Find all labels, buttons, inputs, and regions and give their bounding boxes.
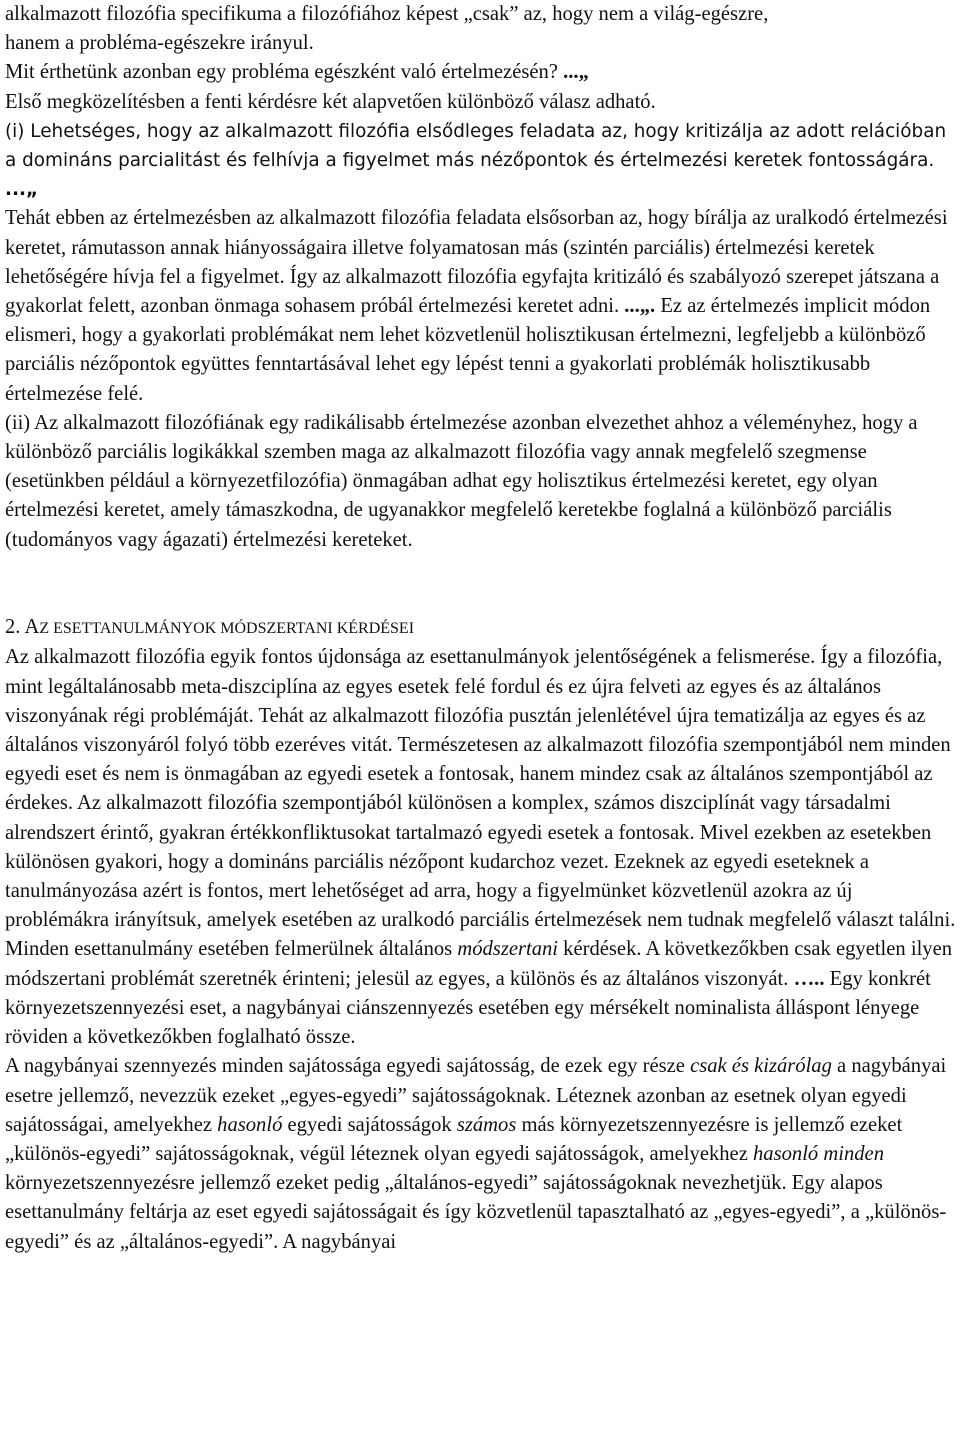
emphasis-term: módszertani bbox=[457, 938, 559, 961]
interpretation-text-1: Tehát ebben az értelmezésben az alkalmazott filozófia feladata elsősorban az, hogy bírálja az uralkodó értelmezési keretet, rámutasson annak hiányosságaira illetve folyamatosan más (szintén parciális) értelmezési keretek lehetőségére hívja fel a figyelmet. Így az alkalmazott filozófia egyfajta kritizáló és szabályozó szerepet játszana a gyakorlat felett, azonban önmaga sohasem próbál értelmezési keretet adni. bbox=[5, 207, 948, 318]
emphasis-term: számos bbox=[456, 1113, 517, 1136]
interpretation-text-2: Ez az értelmezés implicit módon elismeri, hogy a gyakorlati problémákat nem lehet közvetlenül holisztikusan értelmezni, legfeljebb a különböző parciális nézőpontok együttes fenntartásával lehet egy lépést tenni a gyakorlati problémák holisztikusabb értelmezése felé. bbox=[5, 295, 931, 405]
paragraph-case-studies: Az alkalmazott filozófia egyik fontos újdonsága az esettanulmányok jelentőségének a felismerése. Így a filozófia, mint legáltalánosabb meta-diszciplína az egyes esetek felé fordul és ez újra felveti az egyes és az általános viszonyának régi problémáját. Tehát az alkalmazott filozófia pusztán jelenlétével újra tematizálja az egyes és az általános viszonyáról folyó több ezeréves vitát. Természetesen az alkalmazott filozófia szempontjából nem minden egyedi eset és nem is önmagában az egyedi esetek a fontosak, hanem mindez csak az általános szempontjából az érdekes. Az alkalmazott filozófia szempontjából különösen a komplex, számos diszciplínát vagy társadalmi alrendszert érintő, gyakran értékkonfliktusokat tartalmazó egyedi esetek a fontosak. Mivel ezekben az esetekben különösen gyakori, hogy a domináns parciális nézőpont kudarchoz vezet. Ezeknek az egyedi eseteknek a tanulmányozása azért is fontos, mert lehetőséget ad arra, hogy a figyelmünket közvetlenül azokra az új problémákra irányítsuk, amelyek esetében az uralkodó parciális értelmezések nem tudnak megfelelő választ találni. bbox=[5, 646, 956, 932]
document-page bbox=[5, 0, 957, 1257]
nagybanya-text-3: egyedi sajátosságok bbox=[282, 1113, 457, 1136]
section-heading bbox=[5, 613, 957, 643]
section-title-initial-rest: Z bbox=[39, 620, 54, 638]
nagybanya-text-1: A nagybányai szennyezés minden sajátossága egyedi sajátosság, de ezek egy része bbox=[5, 1055, 691, 1078]
nagybanya-text-4: más környezetszennyezésre is jellemző ezeket „különös-egyedi” sajátosságoknak, végül léteznek olyan egyedi sajátosságok, amelyekhez bbox=[5, 1113, 903, 1165]
section-title-initial: A bbox=[24, 616, 40, 639]
paragraph-item-i bbox=[5, 117, 957, 205]
methodology-text-2: kérdések. A következőkben csak egyetlen ilyen módszertani problémát szeretnék érinteni; jelesül az egyes, a különös és az általános viszonyát. bbox=[5, 938, 953, 990]
item-i-text: (i) Lehetséges, hogy az alkalmazott filozófia elsődleges feladata az, hogy kritizálja az adott relációban a domináns parcialitást és felhívja a figyelmet más nézőpontok és értelmezési keretek fontosságára. bbox=[5, 120, 947, 172]
section-title-rest: ESETTANULMÁNYOK MÓDSZERTANI KÉRDÉSEI bbox=[53, 620, 415, 638]
paragraph-interpretation bbox=[5, 204, 957, 408]
paragraph-methodology bbox=[5, 935, 957, 1052]
methodology-text-3: Egy konkrét környezetszennyezési eset, a nagybányai ciánszennyezés esetében egy mérsékelt nominalista álláspont lényege röviden a következőkben foglalható össze. bbox=[5, 967, 931, 1049]
paragraph-question bbox=[5, 58, 957, 87]
omission-mark: ...„. bbox=[624, 295, 656, 318]
emphasis-term: hasonló minden bbox=[753, 1142, 884, 1165]
section-spacer bbox=[5, 555, 957, 613]
emphasis-term: hasonló bbox=[217, 1113, 283, 1136]
methodology-text-1: Minden esettanulmány esetében felmerülnek általános bbox=[5, 938, 458, 961]
question-text: Mit érthetünk azonban egy probléma egészként való értelmezésén? bbox=[5, 61, 564, 84]
nagybanya-text-5: környezetszennyezésre jellemző ezeket pedig „általános-egyedi” sajátosságoknak nevezhetjük. Egy alapos esettanulmány feltárja az eset egyedi sajátosságait és így közvetlenül tapasztalható az „egyes-egyedi”, a „különös-egyedi” és az „általános-egyedi”. A nagybányai bbox=[5, 1172, 947, 1253]
paragraph-intro-line1: alkalmazott filozófia specifikuma a filozófiához képest „csak” az, hogy nem a világ-egészre, bbox=[5, 3, 769, 25]
nagybanya-text-2: a nagybányai esetre jellemző, nevezzük ezeket „egyes-egyedi” sajátosságoknak. Léteznek azonban az esetnek olyan egyedi sajátosságai, amelyekhez bbox=[5, 1055, 947, 1136]
section-number: 2. bbox=[5, 616, 25, 639]
emphasis-term: csak és kizárólag bbox=[690, 1055, 832, 1078]
omission-mark: ...„ bbox=[563, 61, 589, 84]
paragraph-nagybanya bbox=[5, 1052, 957, 1256]
paragraph-item-ii: (ii) Az alkalmazott filozófiának egy radikálisabb értelmezése azonban elvezethet ahhoz a véleményhez, hogy a különböző parciális logikákkal szemben maga az alkalmazott filozófia vagy annak megfelelő szegmense (esetünkben például a környezetfilozófia) önmagában adhat egy holisztikus értelmezési keretet, egy olyan értelmezési keretet, amely támaszkodna, de ugyanakkor megfelelő keretekbe foglalná a különböző parciális (tudományos vagy ágazati) értelmezési kereteket. bbox=[5, 411, 918, 551]
omission-mark: ...„ bbox=[5, 179, 39, 201]
paragraph-two-answers: Első megközelítésben a fenti kérdésre két alapvetően különböző válasz adható. bbox=[5, 90, 656, 113]
omission-mark: ….. bbox=[793, 967, 825, 990]
paragraph-intro-line2: hanem a probléma-egészekre irányul. bbox=[5, 32, 314, 55]
